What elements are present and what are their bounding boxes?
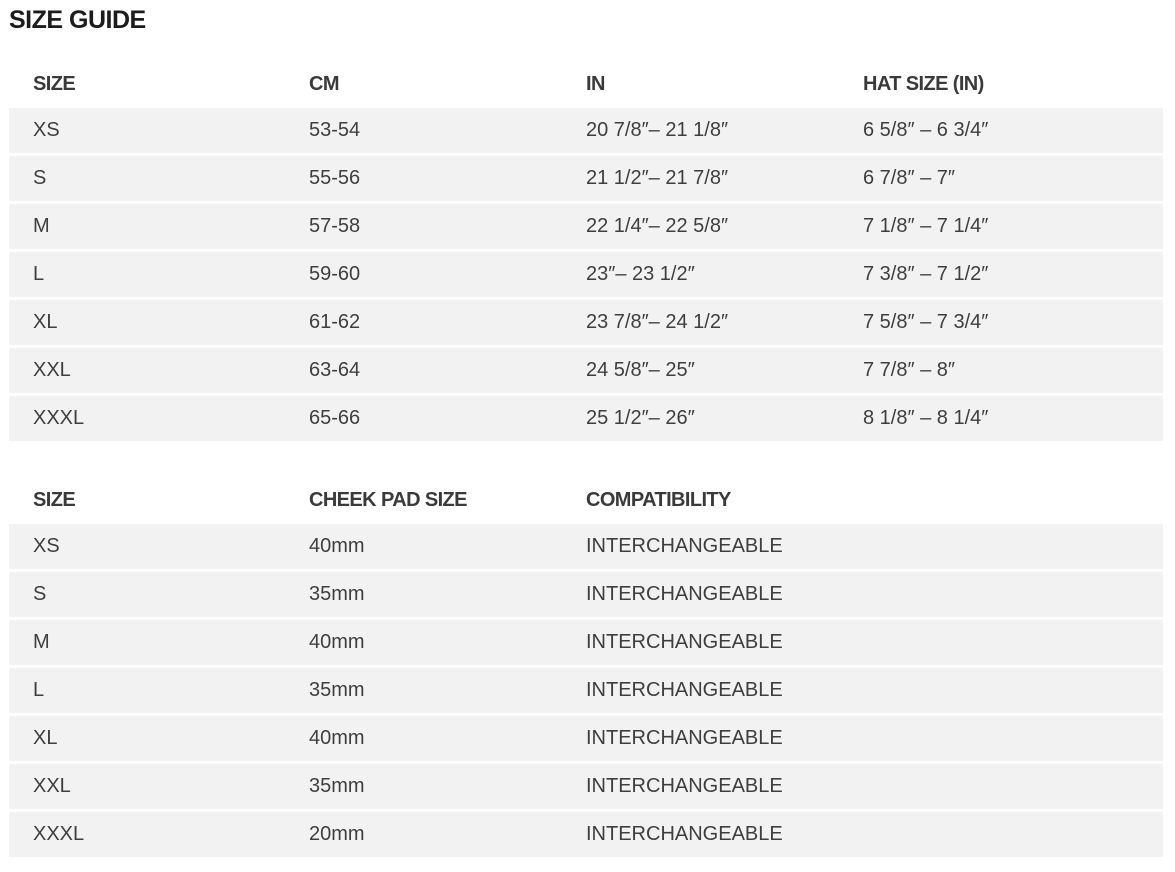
cell-hat-size: 7 7/8″ – 8″ (839, 348, 1163, 396)
cell-cm: 59-60 (285, 252, 562, 300)
cell-empty (839, 716, 1163, 764)
cell-size: XXXL (9, 396, 285, 441)
cell-size: XS (9, 524, 285, 572)
column-header-cheek-pad-size: CHEEK PAD SIZE (285, 476, 562, 524)
table-row (9, 252, 1163, 300)
table-header-row (9, 476, 1163, 524)
cell-hat-size: 7 1/8″ – 7 1/4″ (839, 204, 1163, 252)
table-row (9, 300, 1163, 348)
cell-in: 23 7/8″– 24 1/2″ (562, 300, 839, 348)
table-header-row (9, 60, 1163, 108)
column-header-in: IN (562, 60, 839, 108)
column-header-hat-size: HAT SIZE (IN) (839, 60, 1163, 108)
cell-size: XL (9, 300, 285, 348)
page-title: SIZE GUIDE (9, 6, 146, 34)
cell-empty (839, 812, 1163, 857)
table-row (9, 716, 1163, 764)
table-row (9, 572, 1163, 620)
cell-cm: 63-64 (285, 348, 562, 396)
cell-empty (839, 572, 1163, 620)
cell-in: 22 1/4″– 22 5/8″ (562, 204, 839, 252)
cell-size: XXL (9, 764, 285, 812)
table-row (9, 156, 1163, 204)
cell-compatibility: INTERCHANGEABLE (562, 764, 839, 812)
cell-size: XXXL (9, 812, 285, 857)
cell-cheek-pad-size: 40mm (285, 716, 562, 764)
table-row (9, 764, 1163, 812)
cell-size: XS (9, 108, 285, 156)
cell-size: XXL (9, 348, 285, 396)
cell-cheek-pad-size: 40mm (285, 524, 562, 572)
cell-size: S (9, 156, 285, 204)
table-row (9, 396, 1163, 441)
cell-size: S (9, 572, 285, 620)
cell-hat-size: 6 5/8″ – 6 3/4″ (839, 108, 1163, 156)
cell-cm: 55-56 (285, 156, 562, 204)
column-header-size: SIZE (9, 60, 285, 108)
cell-size: M (9, 204, 285, 252)
size-chart-table (9, 60, 1163, 441)
cell-size: M (9, 620, 285, 668)
cell-cheek-pad-size: 40mm (285, 620, 562, 668)
table-row (9, 668, 1163, 716)
cell-in: 25 1/2″– 26″ (562, 396, 839, 441)
cell-empty (839, 620, 1163, 668)
column-header-compatibility: COMPATIBILITY (562, 476, 839, 524)
cell-cm: 57-58 (285, 204, 562, 252)
cell-compatibility: INTERCHANGEABLE (562, 812, 839, 857)
cell-hat-size: 7 3/8″ – 7 1/2″ (839, 252, 1163, 300)
table-row (9, 620, 1163, 668)
table-row (9, 348, 1163, 396)
cell-size: XL (9, 716, 285, 764)
table-row (9, 524, 1163, 572)
cell-size: L (9, 668, 285, 716)
cheek-pad-table (9, 476, 1163, 857)
cell-cheek-pad-size: 35mm (285, 572, 562, 620)
cell-compatibility: INTERCHANGEABLE (562, 572, 839, 620)
cell-empty (839, 764, 1163, 812)
cell-cheek-pad-size: 20mm (285, 812, 562, 857)
cell-size: L (9, 252, 285, 300)
cell-compatibility: INTERCHANGEABLE (562, 668, 839, 716)
cell-hat-size: 6 7/8″ – 7″ (839, 156, 1163, 204)
cell-in: 20 7/8″– 21 1/8″ (562, 108, 839, 156)
cell-in: 24 5/8″– 25″ (562, 348, 839, 396)
column-header-cm: CM (285, 60, 562, 108)
cell-cm: 53-54 (285, 108, 562, 156)
table-row (9, 812, 1163, 857)
cell-hat-size: 7 5/8″ – 7 3/4″ (839, 300, 1163, 348)
cell-cm: 61-62 (285, 300, 562, 348)
cell-empty (839, 668, 1163, 716)
cell-cheek-pad-size: 35mm (285, 764, 562, 812)
cell-in: 21 1/2″– 21 7/8″ (562, 156, 839, 204)
cell-cheek-pad-size: 35mm (285, 668, 562, 716)
cell-cm: 65-66 (285, 396, 562, 441)
cell-compatibility: INTERCHANGEABLE (562, 620, 839, 668)
cell-compatibility: INTERCHANGEABLE (562, 716, 839, 764)
cell-compatibility: INTERCHANGEABLE (562, 524, 839, 572)
cell-hat-size: 8 1/8″ – 8 1/4″ (839, 396, 1163, 441)
cell-in: 23″– 23 1/2″ (562, 252, 839, 300)
cell-empty (839, 524, 1163, 572)
column-header-empty (839, 476, 1163, 524)
table-row (9, 204, 1163, 252)
table-row (9, 108, 1163, 156)
column-header-size: SIZE (9, 476, 285, 524)
